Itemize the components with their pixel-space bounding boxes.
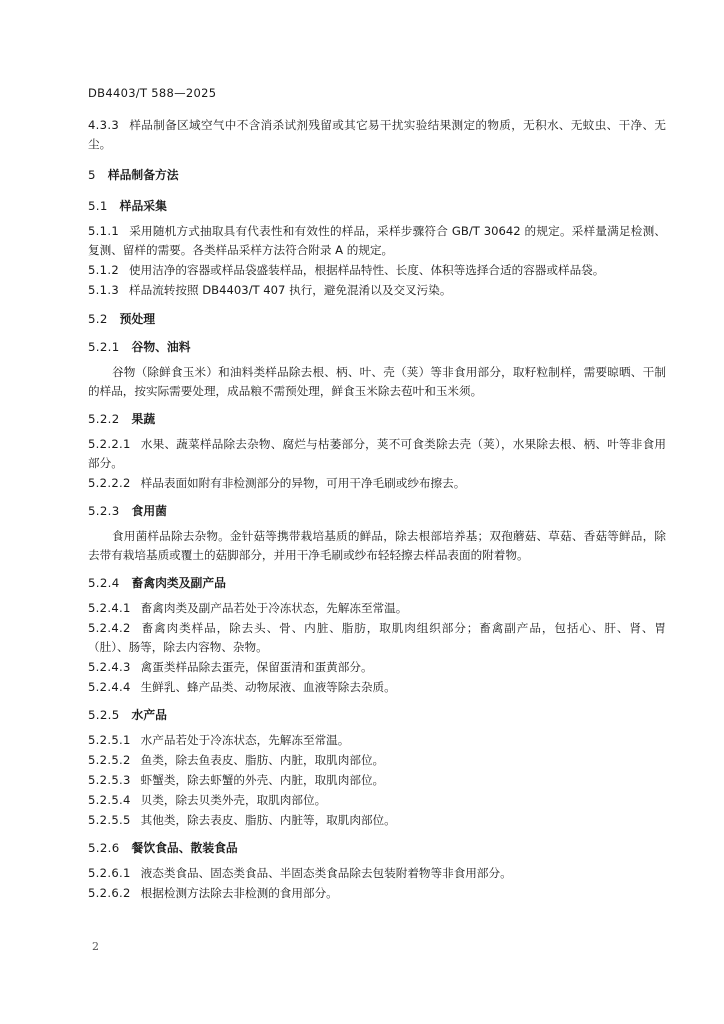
clause-text: 样品表面如附有非检测部分的异物，可用干净毛刷或纱布擦去。 bbox=[140, 476, 466, 490]
clause-5-1-3 bbox=[88, 281, 666, 300]
heading-title: 水产品 bbox=[131, 708, 167, 722]
clause-text: 样品流转按照 DB4403/T 407 执行，避免混淆以及交叉污染。 bbox=[129, 283, 452, 297]
clause-text: 畜禽肉类样品，除去头、骨、内脏、脂肪，取肌肉组织部分；畜禽副产品，包括心、肝、肾、胃（肚）、肠等，除去内容物、杂物。 bbox=[88, 621, 666, 654]
heading-5 bbox=[88, 166, 666, 185]
heading-5-2-3 bbox=[88, 502, 666, 521]
heading-number: 5.2.2 bbox=[88, 412, 120, 426]
heading-title: 果蔬 bbox=[131, 412, 156, 426]
clause-text: 采用随机方式抽取具有代表性和有效性的样品，采样步骤符合 GB/T 30642 的规定。采样量满足检测、复测、留样的需要。各类样品采样方法符合附录 A 的规定。 bbox=[88, 224, 666, 257]
clause-5-2-6-2 bbox=[88, 884, 666, 903]
clause-5-2-5-3 bbox=[88, 771, 666, 790]
heading-number: 5.2.1 bbox=[88, 340, 120, 354]
heading-title: 样品制备方法 bbox=[107, 168, 179, 182]
clause-4-3-3 bbox=[88, 116, 666, 154]
clause-5-2-5-4 bbox=[88, 791, 666, 810]
heading-title: 畜禽肉类及副产品 bbox=[131, 576, 226, 590]
clause-5-2-5-2 bbox=[88, 751, 666, 770]
clause-text: 生鲜乳、蜂产品类、动物尿液、血液等除去杂质。 bbox=[140, 680, 396, 694]
heading-5-2-4 bbox=[88, 574, 666, 593]
clause-number: 5.2.4.2 bbox=[88, 621, 131, 635]
clause-text: 其他类，除去表皮、脂肪、内脏等，取肌肉部位。 bbox=[140, 813, 396, 827]
clause-text: 根据检测方法除去非检测的食用部分。 bbox=[140, 886, 338, 900]
clause-number: 5.2.4.4 bbox=[88, 680, 131, 694]
clause-number: 5.1.2 bbox=[88, 263, 119, 277]
heading-5-2-1 bbox=[88, 338, 666, 357]
heading-5-1 bbox=[88, 197, 666, 216]
clause-5-2-4-3 bbox=[88, 658, 666, 677]
heading-title: 预处理 bbox=[119, 312, 156, 326]
paragraph-5-2-3: 食用菌样品除去杂物。金针菇等携带栽培基质的鲜品，除去根部培养基；双孢蘑菇、草菇、香菇等鲜品，除去带有栽培基质或覆土的菇脚部分，并用干净毛刷或纱布轻轻擦去样品表面的附着物。 bbox=[88, 529, 666, 562]
clause-5-2-6-1 bbox=[88, 864, 666, 883]
clause-text: 贝类，除去贝类外壳，取肌肉部位。 bbox=[140, 793, 327, 807]
heading-number: 5.2.3 bbox=[88, 504, 120, 518]
clause-5-1-2 bbox=[88, 261, 666, 280]
clause-number: 4.3.3 bbox=[88, 118, 119, 132]
heading-title: 餐饮食品、散装食品 bbox=[131, 841, 238, 855]
page-number: 2 bbox=[92, 940, 99, 953]
clause-number: 5.2.6.2 bbox=[88, 886, 131, 900]
clause-number: 5.2.5.4 bbox=[88, 793, 131, 807]
clause-5-1-1 bbox=[88, 222, 666, 260]
clause-5-2-4-1 bbox=[88, 599, 666, 618]
clause-number: 5.2.5.2 bbox=[88, 753, 131, 767]
paragraph-5-2-1: 谷物（除鲜食玉米）和油料类样品除去根、柄、叶、壳（荚）等非食用部分，取籽粒制样，需要晾晒、干制的样品，按实际需要处理，成品粮不需预处理，鲜食玉米除去苞叶和玉米须。 bbox=[88, 365, 666, 398]
clause-number: 5.2.6.1 bbox=[88, 866, 131, 880]
clause-text: 水产品若处于冷冻状态，先解冻至常温。 bbox=[140, 733, 350, 747]
heading-title: 谷物、油料 bbox=[131, 340, 191, 354]
clause-5-2-2-1 bbox=[88, 435, 666, 473]
clause-text: 畜禽肉类及副产品若处于冷冻状态，先解冻至常温。 bbox=[140, 601, 408, 615]
heading-title: 食用菌 bbox=[131, 504, 167, 518]
document-body bbox=[88, 116, 666, 904]
clause-number: 5.2.5.5 bbox=[88, 813, 131, 827]
clause-number: 5.2.5.3 bbox=[88, 773, 131, 787]
heading-number: 5.2.6 bbox=[88, 841, 120, 855]
clause-5-2-5-5 bbox=[88, 811, 666, 830]
clause-number: 5.2.4.1 bbox=[88, 601, 131, 615]
heading-5-2 bbox=[88, 310, 666, 329]
heading-number: 5.1 bbox=[88, 199, 108, 213]
clause-text: 虾蟹类，除去虾蟹的外壳、内脏，取肌肉部位。 bbox=[140, 773, 385, 787]
clause-5-2-5-1 bbox=[88, 731, 666, 750]
heading-5-2-2 bbox=[88, 410, 666, 429]
heading-number: 5 bbox=[88, 168, 96, 182]
heading-number: 5.2.5 bbox=[88, 708, 120, 722]
clause-text: 鱼类，除去鱼表皮、脂肪、内脏，取肌肉部位。 bbox=[140, 753, 385, 767]
clause-text: 样品制备区域空气中不含消杀试剂残留或其它易干扰实验结果测定的物质，无积水、无蚊虫、干净、无尘。 bbox=[88, 118, 666, 151]
clause-number: 5.2.2.1 bbox=[88, 437, 131, 451]
clause-text: 禽蛋类样品除去蛋壳，保留蛋清和蛋黄部分。 bbox=[140, 660, 373, 674]
clause-number: 5.2.4.3 bbox=[88, 660, 131, 674]
clause-5-2-2-2 bbox=[88, 474, 666, 493]
heading-number: 5.2 bbox=[88, 312, 108, 326]
clause-text: 液态类食品、固态类食品、半固态类食品除去包装附着物等非食用部分。 bbox=[140, 866, 512, 880]
clause-text: 使用洁净的容器或样品袋盛装样品，根据样品特性、长度、体积等选择合适的容器或样品袋。 bbox=[129, 263, 605, 277]
clause-number: 5.2.2.2 bbox=[88, 476, 131, 490]
clause-5-2-4-4 bbox=[88, 678, 666, 697]
heading-5-2-6 bbox=[88, 839, 666, 858]
clause-number: 5.1.3 bbox=[88, 283, 119, 297]
clause-text: 水果、蔬菜样品除去杂物、腐烂与枯萎部分，荚不可食类除去壳（荚），水果除去根、柄、叶等非食用部分。 bbox=[88, 437, 666, 470]
clause-number: 5.2.5.1 bbox=[88, 733, 131, 747]
clause-number: 5.1.1 bbox=[88, 224, 119, 238]
standard-code-header: DB4403/T 588—2025 bbox=[88, 86, 217, 100]
heading-5-2-5 bbox=[88, 706, 666, 725]
heading-number: 5.2.4 bbox=[88, 576, 120, 590]
clause-5-2-4-2 bbox=[88, 619, 666, 657]
heading-title: 样品采集 bbox=[119, 199, 167, 213]
